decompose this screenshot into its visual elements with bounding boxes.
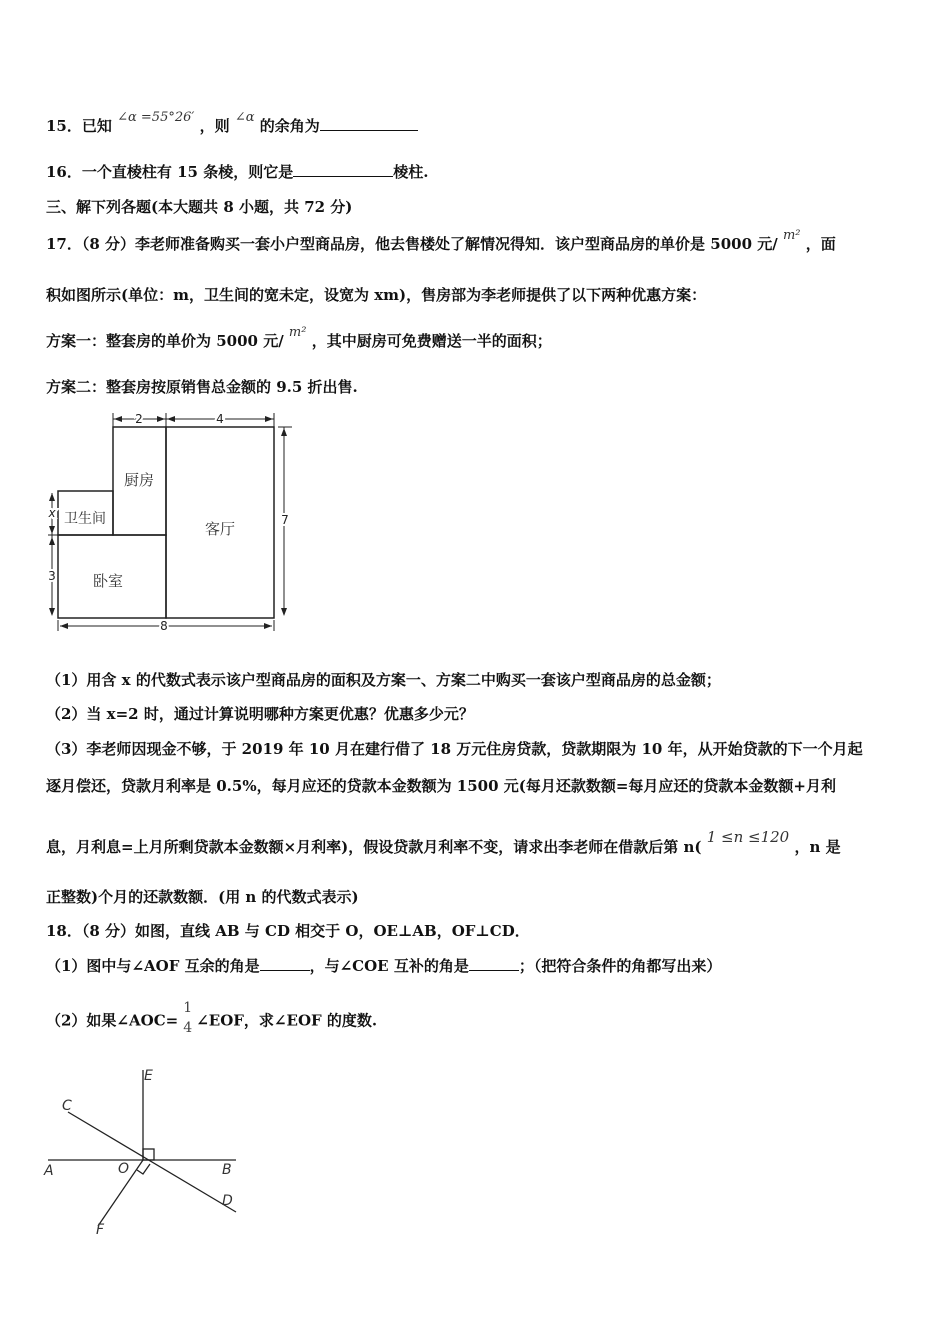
label-B: B — [222, 1162, 232, 1178]
dim-top-2: 2 — [135, 412, 143, 426]
label-kitchen: 厨房 — [123, 471, 155, 489]
q18-line-1: 18．（8 分）如图，直线 AB 与 CD 相交于 O，OE⊥AB，OF⊥CD． — [46, 922, 530, 940]
q18-sub-2 — [46, 1000, 377, 1040]
q18-blank-2 — [469, 956, 519, 971]
dim-top-4: 4 — [216, 412, 224, 426]
q17-plan-2: 方案二：整套房按原销售总金额的 9.5 折出售. — [46, 378, 358, 396]
q17-sub-3-line-2: 逐月偿还，贷款月利率是 0.5%，每月应还的贷款本金数额为 1500 元(每月还款数额=每月应还的贷款本金数额+月利 — [46, 777, 837, 795]
q15-angle: ∠α — [234, 110, 255, 125]
q17-intro-end: ，面 — [805, 235, 836, 253]
q17-sub-1: （1）用含 x 的代数式表示该户型商品房的面积及方案一、方案二中购买一套该户型商品房的总金额； — [46, 671, 721, 689]
q17-plan-1-b: ，其中厨房可免费赠送一半的面积； — [311, 332, 552, 350]
label-F: F — [96, 1222, 105, 1238]
q18-sub-1-b: ，与∠COE 互补的角是 — [309, 957, 469, 975]
label-bathroom: 卫生间 — [64, 511, 106, 527]
q16-tail: 棱柱. — [393, 163, 429, 181]
dim-right-7: 7 — [281, 513, 289, 527]
question-15 — [46, 110, 418, 136]
label-C: C — [62, 1098, 72, 1114]
q17-intro: 17．（8 分）李老师准备购买一套小户型商品房，他去售楼处了解情况得知．该户型商品房的单价是 5000 元/ — [46, 235, 778, 253]
floor-plan-figure — [40, 405, 300, 635]
question-16 — [46, 161, 428, 182]
q18-sub-1-c: ；（把符合条件的角都写出来） — [518, 957, 722, 975]
q15-tail: 的余角为 — [259, 117, 320, 135]
q17-sub-3-l3a: 息，月利息=上月所剩贷款本金数额×月利率)，假设贷款月利率不变，请求出李老师在借款后第 n( — [46, 838, 702, 856]
q18-sub-2-b: ∠EOF，求∠EOF 的度数. — [196, 1011, 378, 1030]
q15-answer-blank — [320, 116, 418, 131]
label-D: D — [222, 1193, 233, 1209]
label-A: A — [44, 1163, 54, 1179]
q15-mid: ，则 — [199, 117, 230, 135]
q17-plan-1 — [46, 325, 552, 351]
dim-left-3: 3 — [48, 569, 56, 583]
q18-sub-2-a: （2）如果∠AOC= — [46, 1011, 179, 1030]
line-CD — [68, 1112, 236, 1212]
label-bedroom: 卧室 — [92, 572, 124, 590]
q17-sub-3-line-1: （3）李老师因现金不够，于 2019 年 10 月在建行借了 18 万元住房贷款，贷款期限为 10 年，从开始贷款的下一个月起 — [46, 740, 863, 758]
q17-sub-3-l3b: ，n 是 — [794, 838, 841, 856]
fraction-one-quarter — [181, 1000, 193, 1040]
label-O: O — [118, 1161, 130, 1177]
q17-n-range: 1 ≤n ≤120 — [706, 828, 790, 846]
angle-figure — [40, 1062, 250, 1242]
q18-sub-1-a: （1）图中与∠AOF 互余的角是 — [46, 957, 260, 975]
q17-line-1 — [46, 228, 836, 254]
fraction-numerator: 1 — [183, 1000, 193, 1016]
q17-unit: m² — [782, 228, 801, 243]
q17-plan-1-a: 方案一：整套房的单价为 5000 元/ — [46, 332, 284, 350]
q17-plan-1-unit: m² — [288, 325, 307, 340]
q15-expression: ∠α =55°26′ — [117, 110, 195, 125]
q17-sub-2: （2）当 x=2 时，通过计算说明哪种方案更优惠？优惠多少元？ — [46, 705, 474, 723]
section-3-title: 三、解下列各题(本大题共 8 小题，共 72 分) — [46, 198, 353, 216]
q18-blank-1 — [260, 956, 310, 971]
q17-line-2: 积如图所示(单位：m，卫生间的宽未定，设宽为 xm)，售房部为李老师提供了以下两种优惠方案： — [46, 286, 707, 304]
q15-prefix: 15．已知 — [46, 117, 112, 135]
dim-left-x: x — [48, 506, 56, 520]
fraction-denominator: 4 — [183, 1020, 193, 1036]
q17-sub-3-line-3 — [46, 828, 841, 857]
dim-bottom-8: 8 — [160, 619, 168, 633]
q16-answer-blank — [293, 162, 393, 177]
q16-text: 16．一个直棱柱有 15 条棱，则它是 — [46, 163, 294, 181]
label-E: E — [144, 1068, 153, 1084]
q18-sub-1 — [46, 955, 721, 976]
label-living-room: 客厅 — [204, 520, 236, 538]
q17-sub-3-line-4: 正整数)个月的还款数额．(用 n 的代数式表示) — [46, 888, 359, 906]
